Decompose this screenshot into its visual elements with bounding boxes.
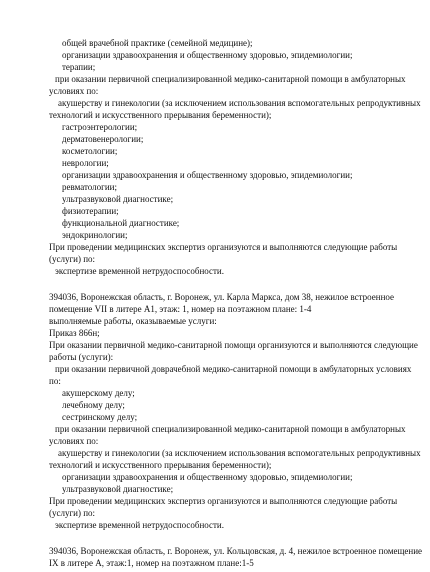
text-line: условиях по: (49, 436, 99, 446)
text-line: При проведении медицинских экспертиз организуются и выполняются следующие работы (49, 496, 398, 506)
text-line: при оказании первичной специализированной медико-санитарной помощи в амбулаторных (55, 424, 406, 434)
text-line: при оказании первичной специализированной медико-санитарной помощи в амбулаторных (55, 74, 406, 84)
text-line: косметологии; (62, 146, 118, 156)
text-line: технологий и искусственного прерывания беременности); (49, 460, 272, 470)
text-line: физиотерапии; (62, 206, 119, 216)
text-line: акушерству и гинекологии (за исключением использования вспомогательных репродуктивных (58, 98, 421, 108)
text-line: функциональной диагностике; (62, 218, 180, 228)
text-line: работы (услуги): (49, 352, 114, 362)
text-line: организации здравоохранения и общественному здоровью, эпидемиологии; (62, 170, 353, 180)
text-line: ультразвуковой диагностике; (62, 194, 174, 204)
text-line: терапии; (62, 62, 96, 72)
text-line: организации здравоохранения и общественному здоровью, эпидемиологии; (62, 472, 353, 482)
text-line: акушерскому делу; (62, 388, 135, 398)
text-line: экспертизе временной нетрудоспособности. (55, 520, 224, 530)
text-line: (услуги) по: (49, 508, 96, 518)
text-line: организации здравоохранения и общественному здоровью, эпидемиологии; (62, 50, 353, 60)
text-line: эндокринологии; (62, 230, 128, 240)
text-line: гастроэнтерологии; (62, 122, 138, 132)
text-line: общей врачебной практике (семейной медицине); (62, 38, 253, 48)
text-line: акушерству и гинекологии (за исключением использования вспомогательных репродуктивных (58, 448, 421, 458)
address-line: 394036, Воронежская область, г. Воронеж, ул. Карла Маркса, дом 38, нежилое встроенное (49, 292, 395, 302)
text-line: экспертизе временной нетрудоспособности. (55, 266, 224, 276)
text-line: сестринскому делу; (62, 412, 138, 422)
text-line: лечебному делу; (62, 400, 125, 410)
text-line: условиях по: (49, 86, 99, 96)
text-line: неврологии; (62, 158, 109, 168)
address-line: помещение VII в литере А1, этаж: 1, номер на поэтажном плане: 1-4 (49, 304, 312, 314)
address-line: 394036, Воронежская область, г. Воронеж, ул. Кольцовская, д. 4, нежилое встроенное помещение (49, 546, 423, 556)
text-line: выполняемые работы, оказываемые услуги: (49, 316, 217, 326)
text-line: при оказании первичной доврачебной медико-санитарной помощи в амбулаторных условиях (55, 364, 412, 374)
address-line: IX в литере А, этаж:1, номер на поэтажном плане:1-5 (49, 558, 254, 568)
text-line: технологий и искусственного прерывания беременности); (49, 110, 272, 120)
text-line: Приказ 866н; (49, 328, 100, 338)
text-line: При проведении медицинских экспертиз организуются и выполняются следующие работы (49, 242, 398, 252)
text-line: ультразвуковой диагностике; (62, 484, 174, 494)
text-line: (услуги) по: (49, 254, 96, 264)
text-line: ревматологии; (62, 182, 117, 192)
text-line: дерматовенерологии; (62, 134, 144, 144)
text-line: по: (49, 376, 61, 386)
text-line: При оказании первичной медико-санитарной помощи организуются и выполняются следующие (49, 340, 418, 350)
